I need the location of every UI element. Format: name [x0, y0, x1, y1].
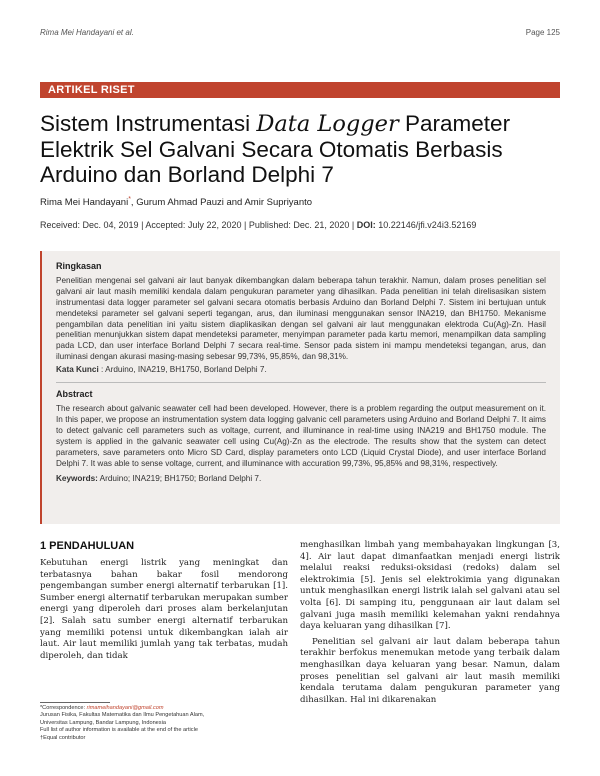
date-published: Published: Dec. 21, 2020 — [248, 220, 350, 230]
running-header-author: Rima Mei Handayani et al. — [40, 28, 134, 37]
correspondence — [40, 705, 290, 712]
paragraph: Kebutuhan energi listrik yang meningkat dan terbatasnya bahan bakar fosil mendorong pengembangan sumber energi alternatif terbarukan [1]. Sumber energi alternatif terbarukan merupakan sumber energi yang diperoleh dari proses alam berkelanjutan [2]. Salah satu sumber energi alternatif terbarukan yang memiliki potensi untuk dikembangkan ialah air laut. Air laut memiliki jumlah yang tak terbatas, mudah diperoleh, dan tidak — [40, 558, 288, 661]
keywords-text: Arduino; INA219; BH1750; Borland Delphi 7. — [97, 474, 262, 484]
publication-dates — [40, 220, 476, 230]
abstract-box — [40, 251, 560, 524]
author-first: Rima Mei Handayani — [40, 197, 129, 209]
correspondence-email[interactable]: rimameihandayani@gmail.com — [86, 705, 164, 711]
abstract-text: The research about galvanic seawater cell had been developed. However, there is a problem regarding the output measurement on it. In this paper, we propose an instrumentation system data logging galvanic cell parameters using Arduino and Borland Delphi 7. It aims to detect galvanic cell parameters such as voltage, current, and illuminance in real-time using INA219 and BH1750 module. The system is applied in the galvanic seawater cell using Cu(Ag)-Zn as the electrode. The results show that the system can detect parameters, save parameters onto Micro SD Card, display parameters onto LCD (Liquid Crystal Diode), and user interface Borland Delphi 7. It was able to sense voltage, current, and illuminance with accuration 99,73%, 95,85% and 98,31%, respectively. — [56, 403, 546, 468]
affiliation-line: Jurusan Fisika, Fakultas Matematika dan Ilmu Pengetahuan Alam, — [40, 712, 205, 719]
section-band: ARTIKEL RISET — [40, 82, 560, 98]
paper-title — [40, 111, 560, 187]
paragraph: menghasilkan limbah yang membahayakan lingkungan [3, 4]. Air laut dapat dimanfaatkan menjadi energi listrik melalui reaksi reduksi-oksidasi (redoks) dalam sel elektrokimia [5]. Jenis sel elektrokimia yang digunakan untuk menghasilkan energi listrik ialah sel galvani atau sel volta [6]. Di samping itu, penggunaan air laut dalam sel galvani juga masih memiliki kelemahan yakni rendahnya daya keluaran yang dihasilkan [7]. — [300, 540, 560, 632]
title-part1: Sistem Instrumentasi — [40, 111, 257, 136]
kata-kunci — [56, 365, 546, 376]
paragraph: Penelitian sel galvani air laut dalam beberapa tahun terakhir berfokus menemukan metode yang terbaik dalam menghasilkan daya keluaran yang besar. Namun, dalam proses penelitian sel galvani air laut masih memiliki kendala terutama dalam pengukuran parameter yang dihasilkan. Hal ini dikarenakan — [300, 636, 560, 705]
affiliation-line: Universitas Lampung, Bandar Lampung, Indonesia — [40, 719, 166, 726]
footnote-line: †Equal contributor — [40, 734, 86, 741]
left-column — [40, 558, 288, 662]
section-heading: 1 PENDAHULUAN — [40, 540, 135, 552]
ringkasan-text: Penelitian mengenai sel galvani air laut banyak dikembangkan dalam beberapa tahun terakhir. Namun, dalam proses penelitian sel galvani air laut masih memiliki kendala dalam pengukuran parameter yang dihasilkan. Pada penelitian ini telah direlisasikan sistem instrumentasi data logger parameter sel galvani secara otomatis berbasis Arduino dan Borland Delphi 7. Sistem ini bertujuan untuk mendeteksi parameter sel galvani seperti tegangan, arus, dan iluminasi menggunakan sensor INA219, dan BH1750. Mekanisme pengambilan data penelitian ini yaitu sistem diaplikasikan dengan sel galvani air laut menggunakan elektroda Cu(Ag)-Zn. Hasil penelitian menunjukkan sistem dapat mendeteksi parameter, menyimpan parameter pada kartu memori, menampilkan data sampling pada LCD, dan user interface Borland Delphi 7 secara real-time. Sensor pada sistem ini mampu mendeteksi tegangan, arus, dan iluminasi dengan akurasi masing-masing sebesar 99,73%, 95,85%, dan 98,31%. — [56, 275, 546, 362]
kata-kunci-label: Kata Kunci — [56, 365, 99, 375]
date-separator: | — [349, 220, 357, 230]
corresponding-marker: * — [128, 196, 131, 203]
doi-label: DOI: — [356, 220, 376, 230]
footnote-rule — [40, 702, 110, 703]
date-separator: | — [241, 220, 249, 230]
date-separator: | — [138, 220, 146, 230]
author-rest: , Gurum Ahmad Pauzi and Amir Supriyanto — [130, 197, 313, 209]
title-part2: Parameter Elektrik Sel Galvani Secara Otomatis Berbasis Arduino dan Borland Delphi 7 — [40, 111, 511, 187]
footnotes — [40, 705, 290, 742]
kata-kunci-text: : Arduino, INA219, BH1750, Borland Delphi 7. — [98, 365, 267, 375]
footnote-line: Full list of author information is available at the end of the article — [40, 727, 198, 734]
date-accepted: Accepted: July 22, 2020 — [145, 220, 242, 230]
running-header-page: Page 125 — [525, 28, 560, 37]
abstract-heading: Abstract — [56, 389, 93, 400]
abstract-divider — [56, 382, 546, 383]
author-list — [40, 196, 312, 208]
title-italic: Data Logger — [256, 111, 399, 137]
doi-value: 10.22146/jfi.v24i3.52169 — [378, 220, 477, 230]
date-received: Received: Dec. 04, 2019 — [40, 220, 139, 230]
correspondence-label: *Correspondence: — [40, 705, 87, 711]
right-column — [300, 540, 560, 706]
keywords-label: Keywords: — [56, 474, 98, 484]
keywords — [56, 474, 546, 485]
ringkasan-heading: Ringkasan — [56, 261, 102, 271]
